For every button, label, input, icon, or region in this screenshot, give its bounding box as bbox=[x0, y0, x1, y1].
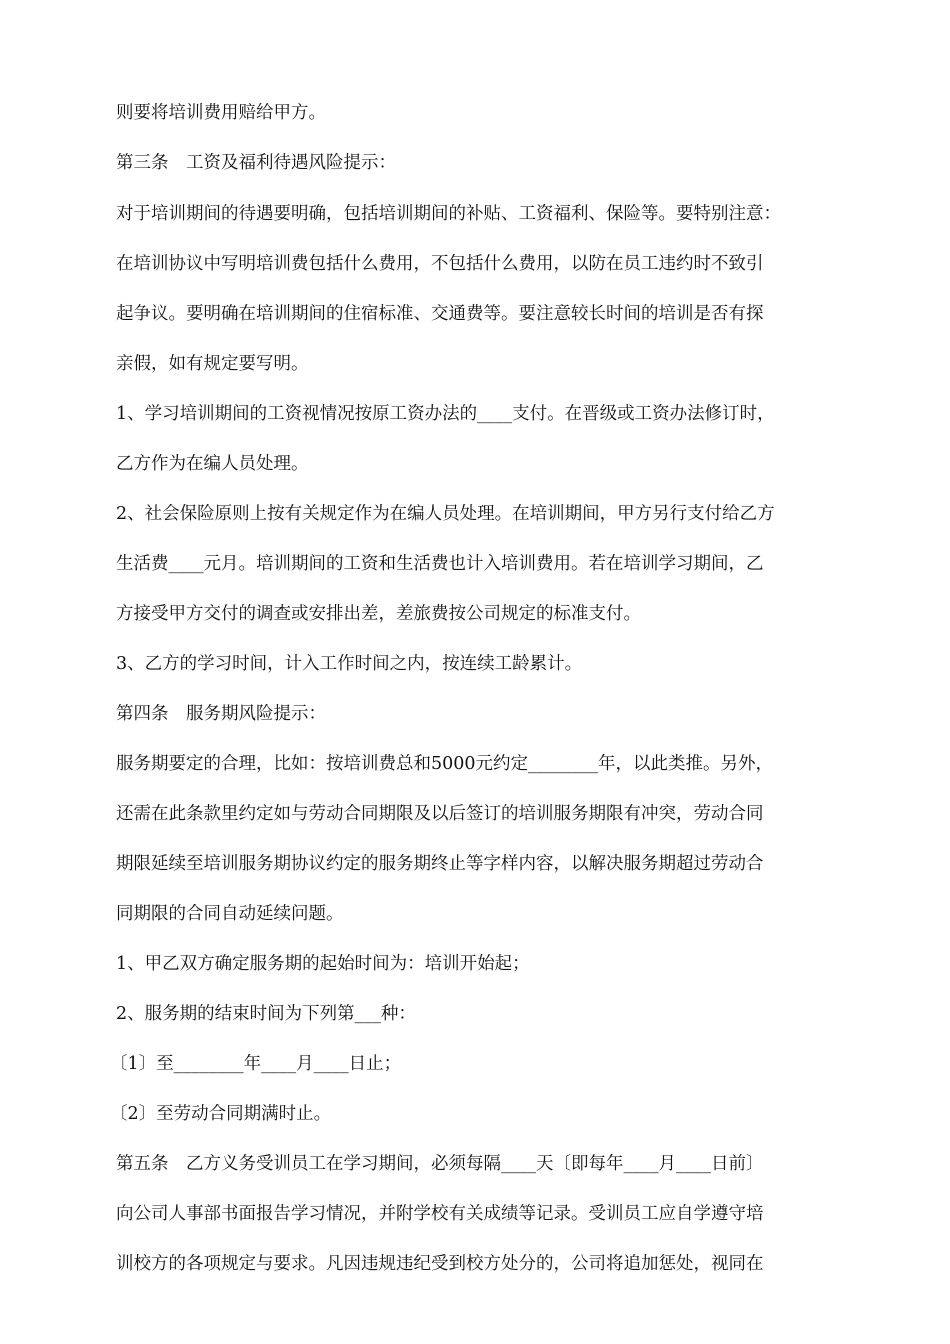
section-heading-4: 第四条 服务期风险提示： bbox=[116, 704, 326, 724]
text-line: 训校方的各项规定与要求。凡因违规违纪受到校方处分的，公司将追加惩处，视同在 bbox=[116, 1254, 764, 1274]
clause-item-2: 2、社会保险原则上按有关规定作为在编人员处理。在培训期间，甲方另行支付给乙方 bbox=[116, 504, 775, 524]
text-line: 期限延续至培训服务期协议约定的服务期终止等字样内容，以解决服务期超过劳动合 bbox=[116, 854, 764, 874]
text-line: 起争议。要明确在培训期间的住宿标准、交通费等。要注意较长时间的培训是否有探 bbox=[116, 304, 764, 324]
clause-item-2: 2、服务期的结束时间为下列第___种： bbox=[116, 1004, 416, 1024]
clause-item-1: 1、学习培训期间的工资视情况按原工资办法的____支付。在晋级或工资办法修订时， bbox=[116, 404, 775, 424]
text-line: 同期限的合同自动延续问题。 bbox=[116, 904, 344, 924]
text-line: 在培训协议中写明培训费包括什么费用，不包括什么费用，以防在员工违约时不致引 bbox=[116, 254, 764, 274]
text-line: 方接受甲方交付的调查或安排出差，差旅费按公司规定的标准支付。 bbox=[116, 604, 641, 624]
section-heading-5: 第五条 乙方义务受训员工在学习期间，必须每隔____天〔即每年____月____日前〕 bbox=[116, 1154, 764, 1174]
text-line: 生活费____元月。培训期间的工资和生活费也计入培训费用。若在培训学习期间，乙 bbox=[116, 554, 764, 574]
text-line: 对于培训期间的待遇要明确，包括培训期间的补贴、工资福利、保险等。要特别注意： bbox=[116, 204, 781, 224]
text-line: 服务期要定的合理，比如：按培训费总和5000元约定________年，以此类推。另外， bbox=[116, 754, 774, 774]
option-item-1: 〔1〕至________年____月____日止； bbox=[110, 1054, 402, 1074]
text-line: 亲假，如有规定要写明。 bbox=[116, 354, 309, 374]
option-item-2: 〔2〕至劳动合同期满时止。 bbox=[110, 1104, 332, 1124]
text-line: 向公司人事部书面报告学习情况，并附学校有关成绩等记录。受训员工应自学遵守培 bbox=[116, 1204, 764, 1224]
text-line: 乙方作为在编人员处理。 bbox=[116, 454, 309, 474]
text-line: 还需在此条款里约定如与劳动合同期限及以后签订的培训服务期限有冲突，劳动合同 bbox=[116, 804, 764, 824]
clause-item-3: 3、乙方的学习时间，计入工作时间之内，按连续工龄累计。 bbox=[116, 654, 583, 674]
clause-item-1: 1、甲乙双方确定服务期的起始时间为：培训开始起； bbox=[116, 954, 530, 974]
section-heading-3: 第三条 工资及福利待遇风险提示： bbox=[116, 153, 396, 173]
text-line: 则要将培训费用赔给甲方。 bbox=[116, 103, 326, 123]
